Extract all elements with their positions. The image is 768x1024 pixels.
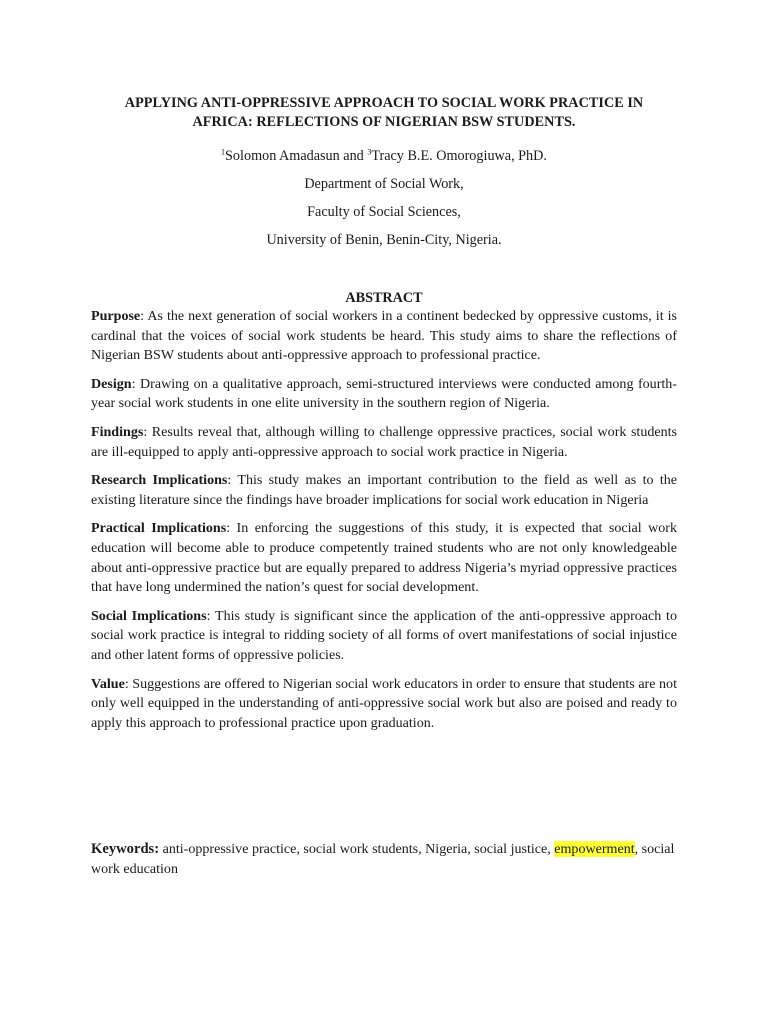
- findings-text: : Results reveal that, although willing to challenge oppressive practices, social work students are ill-equipped to apply anti-oppressive approach to social work practice in Nigeria.: [91, 423, 677, 460]
- keywords-line: [91, 839, 681, 879]
- practical-implications-label: Practical Implications: [91, 520, 227, 537]
- affiliation-faculty: Faculty of Social Sciences,: [307, 204, 461, 220]
- author-line: [90, 147, 678, 165]
- abstract-findings: [91, 423, 677, 462]
- social-implications-label: Social Implications: [91, 607, 207, 624]
- abstract-social-implications: [91, 607, 677, 666]
- author1-name: Solomon Amadasun and: [225, 148, 368, 164]
- affiliation-department: Department of Social Work,: [304, 176, 464, 192]
- paper-title-line-1: APPLYING ANTI-OPPRESSIVE APPROACH TO SOCIAL WORK PRACTICE IN: [124, 95, 644, 111]
- abstract-heading: ABSTRACT: [345, 290, 423, 306]
- author2-affiliation-mark: 3: [367, 147, 372, 157]
- social-implications-text: : This study is significant since the application of the anti-oppressive approach to social work practice is integral to ridding society of all forms of overt manifestations of social injustice and other latent forms of oppressive policies.: [91, 607, 677, 663]
- author1-affiliation-mark: 1: [221, 147, 226, 157]
- abstract-value: [91, 675, 677, 734]
- keywords-label: Keywords:: [91, 841, 160, 857]
- paper-title: [90, 94, 678, 132]
- author2-name: Tracy B.E. Omorogiuwa, PhD.: [371, 148, 547, 164]
- purpose-label: Purpose: [91, 308, 141, 324]
- affiliation-university: University of Benin, Benin-City, Nigeria.: [266, 232, 502, 248]
- paper-title-line-2: AFRICA: REFLECTIONS OF NIGERIAN BSW STUDENTS.: [192, 114, 576, 130]
- purpose-text: : As the next generation of social workers in a continent bedecked by oppressive customs, it is cardinal that the voices of social work students be heard. This study aims to share the reflections of Nigerian BSW students about anti-oppressive approach to professional practice.: [91, 308, 677, 364]
- abstract-purpose: [91, 307, 677, 366]
- design-label: Design: [91, 375, 132, 392]
- research-implications-label: Research Implications: [91, 472, 228, 489]
- value-text: : Suggestions are offered to Nigerian social work educators in order to ensure that students are not only well equipped in the understanding of anti-oppressive social work but also are poised and ready to apply this approach to professional practice upon graduation.: [91, 675, 677, 731]
- design-text: : Drawing on a qualitative approach, semi-structured interviews were conducted among fourth-year social work students in one elite university in the southern region of Nigeria.: [91, 375, 677, 412]
- abstract-body: [91, 307, 677, 742]
- keywords-text-before: anti-oppressive practice, social work students, Nigeria, social justice,: [159, 841, 555, 857]
- practical-implications-text: : In enforcing the suggestions of this study, it is expected that social work education will become able to produce competently trained students who are not only knowledgeable about anti-oppressive practice but are equally prepared to address Nigeria’s myriad oppressive practices that have long undermined the nation’s quest for social development.: [91, 520, 677, 596]
- abstract-practical-implications: [91, 519, 677, 597]
- abstract-research-implications: [91, 471, 677, 510]
- keyword-highlighted: empowerment: [554, 841, 635, 857]
- research-implications-text: : This study makes an important contribution to the field as well as to the existing literature since the findings have broader implications for social work education in Nigeria: [91, 472, 677, 508]
- findings-label: Findings: [91, 423, 144, 440]
- keywords-text-after: , social work education: [91, 841, 675, 877]
- value-label: Value: [91, 675, 125, 692]
- abstract-design: [91, 375, 677, 414]
